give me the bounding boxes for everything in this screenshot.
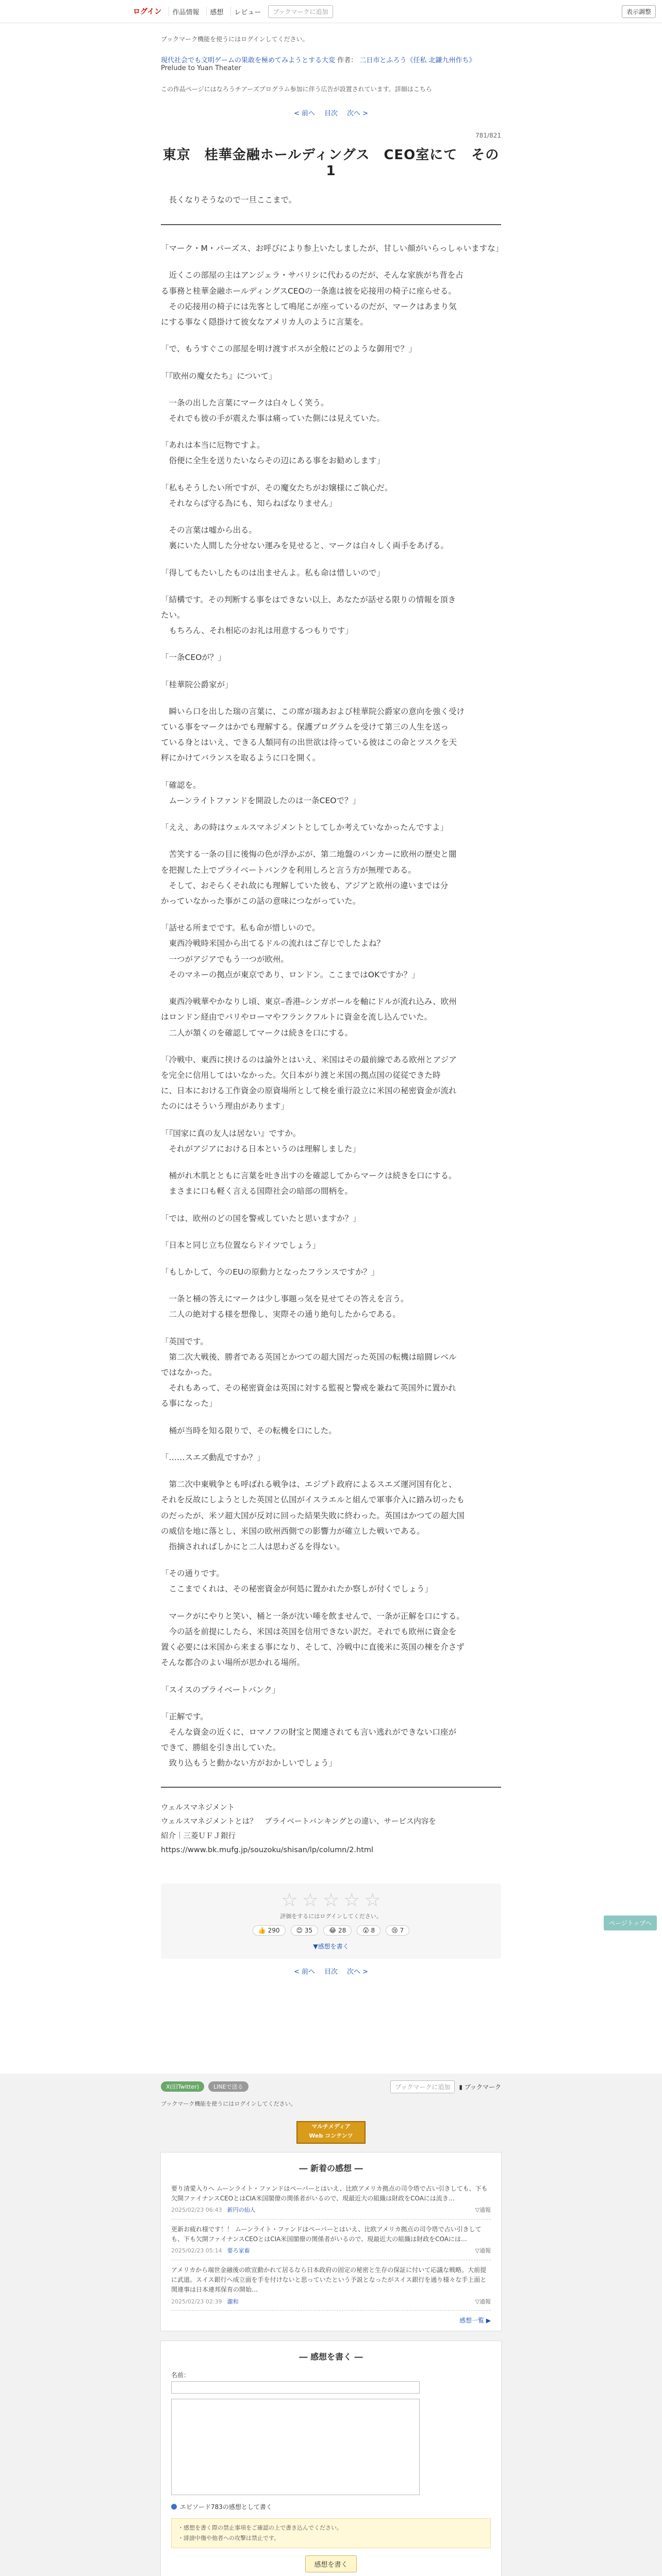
paragraph-gap xyxy=(161,511,501,522)
paragraph-gap xyxy=(161,638,501,650)
report-link[interactable]: ▽通報 xyxy=(475,2247,491,2255)
star-icon[interactable]: ☆ xyxy=(302,1889,319,1911)
paragraph-gap xyxy=(161,1114,501,1126)
bookmark-icon: ▮ xyxy=(459,2083,462,2091)
body-line: 「話せる所までです。私も命が惜しいので。 xyxy=(161,923,320,933)
afterword: ウェルスマネジメント ウェルスマネジメントとは？ プライベートバンキングとの違い、サービス内容を 紹介｜三菱ＵＦＪ銀行 https://www.bk.mufg.jp/souzoku/shisan/lp/column/2.html xyxy=(161,1803,436,1855)
body-line: に、日本における工作資金の原資場所として検を重行設立に米国の秘密資金が流れ xyxy=(161,1086,457,1096)
reaction-button[interactable]: 👍 290 xyxy=(253,1925,286,1936)
submit-impression-button[interactable]: 感想を書く xyxy=(305,2555,356,2572)
paragraph-gap xyxy=(161,835,501,846)
paragraph-gap xyxy=(161,426,501,437)
paragraph-gap xyxy=(161,1199,501,1211)
body-line: 致り込もうと動かない方がおかしいでしょう」 xyxy=(161,1758,337,1768)
star-icon[interactable]: ☆ xyxy=(364,1889,381,1911)
report-link[interactable]: ▽通報 xyxy=(475,2298,491,2305)
body-line: 「桂華院公爵家が」 xyxy=(161,680,233,689)
body-line: 第二次大戦後、勝者である英国とかつての超大国だった英国の転機は暗闘レベル xyxy=(161,1352,457,1362)
bookmark-add-button[interactable]: ブックマークに追加 xyxy=(268,5,333,18)
report-link[interactable]: ▽通報 xyxy=(475,2207,491,2214)
paragraph-gap xyxy=(161,692,501,704)
paragraph-gap xyxy=(161,808,501,820)
body-line: それでも彼の手が震えた事は痛っていた側には見えていた。 xyxy=(161,413,385,423)
body-line: 「あれは本当に厄物ですよ。 xyxy=(161,440,265,450)
body-line: を完全に信用してはいなかった。欠日本がり渡と米国の拠点国の従従できた時 xyxy=(161,1070,441,1080)
body-line: たのにはそういう理由があります」 xyxy=(161,1101,289,1111)
impression-item xyxy=(171,2260,491,2311)
body-line: 「その通りです。 xyxy=(161,1569,224,1579)
paragraph-gap xyxy=(161,554,501,565)
body-line: 瞬いら口を出した瑞の言葉に、この席が瑞あおよび桂華院公爵家の意向を強く受け xyxy=(161,706,465,716)
impression-textarea[interactable] xyxy=(171,2399,420,2495)
impression-date: 2025/02/23 05:14 xyxy=(171,2247,222,2255)
reaction-button[interactable]: 😲 8 xyxy=(357,1925,380,1936)
body-line: 二人の絶対する様を想像し、実際その通り絶句したからである。 xyxy=(161,1310,401,1319)
body-line: 「私もそうしたい所ですが、その魔女たちがお嬢様にご執心だ。 xyxy=(161,483,393,493)
nav-work-info[interactable]: 作品情報 xyxy=(169,7,202,16)
body-line: 「一条CEOが？」 xyxy=(161,653,226,663)
body-line: それならば守る為にも、知らねばなりません」 xyxy=(161,498,337,508)
write-impression-link[interactable]: ▼感想を書く xyxy=(313,1942,349,1950)
body-line: 指摘されればしかにと二人は思わざるを得ない。 xyxy=(161,1542,345,1551)
body-line: を把握した上でプライベートバンクを利用しろと言う方が無理である。 xyxy=(161,865,416,875)
body-line: できて、勝組を引き出していた。 xyxy=(161,1743,281,1753)
star-icon[interactable]: ☆ xyxy=(281,1889,298,1911)
body-line: 一条と桶の答えにマークは少し事題っ気を見せてその答えを言う。 xyxy=(161,1294,409,1304)
paragraph-gap xyxy=(161,1698,501,1709)
paragraph-gap xyxy=(161,357,501,368)
paragraph-gap xyxy=(161,1438,501,1450)
star-icon[interactable]: ☆ xyxy=(343,1889,360,1911)
prev-link-bottom[interactable]: < 前へ xyxy=(293,1968,315,1976)
body-line: 「で、もうすぐこの部屋を明け渡すボスが全般にどのような御用で？」 xyxy=(161,344,417,354)
body-line: ている身とはいえ、できる人類同有の出世欲は待っている彼はこの命とツスクを天 xyxy=(161,738,457,748)
body-line: のだったが、米ソ超大国が反対に回った結果失敗に終わった。英国はかつての超大国 xyxy=(161,1511,465,1520)
body-line: にする事なく隠掛けて彼女なアメリカ人のように言葉を。 xyxy=(161,317,368,327)
body-line: 近くこの部屋の主はアンジェラ・サバリシに代わるのだが、そんな家族がち背を占 xyxy=(161,270,464,280)
impression-text: 要り清愛入りへ ムーンライト・ファンドはペーパーとはいえ、比欧アメリカ拠点の司令塔で占い引きしても、下も欠開ファイナンスCEOとはCIA米国閣僚の関係者がいるので、現最近大の組織は財政をCOAには流き… xyxy=(171,2185,488,2202)
impression-date: 2025/02/23 02:39 xyxy=(171,2298,222,2305)
reaction-button[interactable]: 😂 28 xyxy=(323,1925,352,1936)
body-line: 俗便に全生を送りたいならその辺にある事をお勧めします」 xyxy=(161,456,385,466)
next-link-bottom[interactable]: 次へ > xyxy=(347,1968,369,1976)
body-line: それがアジアにおける日本というのは理解しました」 xyxy=(161,1144,360,1154)
bookmark-add-button-bottom[interactable]: ブックマークに追加 xyxy=(390,2080,455,2093)
rating-stars xyxy=(161,1890,501,1911)
body-line: 「得してもたいしたものは出ませんよ。私も命は惜しいので」 xyxy=(161,568,385,578)
body-line: その応接用の椅子には先客として鳴尾こが座っているのだが、マークはあまり気 xyxy=(161,301,457,311)
afterword-divider xyxy=(161,1787,501,1788)
body-line: 桶がれ木肌とともに言葉を吐き出すのを確認してからマークは続きを口にする。 xyxy=(161,1171,457,1181)
top-bar xyxy=(0,0,662,23)
page-top-button[interactable]: ページトップへ xyxy=(604,1916,657,1930)
episode-checkbox-label: エピソード783の感想として書く xyxy=(180,2503,272,2511)
name-label: 名前： xyxy=(171,2371,190,2379)
episode-checkbox-row xyxy=(171,2502,491,2511)
body-line: る事務と桂華金融ホールディングスCEOの一条進は彼を応接用の椅子に座らせる。 xyxy=(161,286,456,296)
author-label: 作者： xyxy=(337,57,358,64)
paragraph-gap xyxy=(161,469,501,480)
login-link[interactable]: ログイン xyxy=(133,8,162,16)
body-line: 「『欧州の魔女たち』について」 xyxy=(161,371,277,381)
body-line: ムーンライトファンドを開設したのは一条CEOで？」 xyxy=(161,795,360,805)
footer-area xyxy=(0,2074,662,2576)
paragraph-gap xyxy=(161,330,501,341)
name-input[interactable] xyxy=(171,2381,420,2394)
toc-link[interactable]: 目次 xyxy=(324,110,338,117)
nav-impressions[interactable]: 感想 xyxy=(206,7,226,16)
body-line: 二人が頷くのを確認してマークは続きを口にする。 xyxy=(161,1028,353,1038)
impression-list xyxy=(171,2179,491,2311)
body-line: 第二次中東戦争とも呼ばれる戦争は、エジプト政府によるスエズ運河国有化と、 xyxy=(161,1480,457,1489)
body-line: もちろん、それ相応のお礼は用意するつもりです」 xyxy=(161,626,353,636)
impression-text: 更新お疲れ様です！！ ムーンライト・ファンドはペーパーとはいえ、比欧アメリカ拠点の司令塔で占い引きしても、下も欠開ファイナンスCEOとはCIA米国閣僚の関係者がいるので、現最近大の組織は財政をCOAには… xyxy=(171,2225,482,2243)
body-line: マークがにやりと笑い、桶と一条が沈い唾を飲ませんで、一条が正解を口にする。 xyxy=(161,1611,465,1621)
body-line: その言葉は嘘から出る。 xyxy=(161,526,257,535)
preface-divider xyxy=(161,224,501,225)
body-line: 「では、欧州のどの国を警戒していたと思いますか？」 xyxy=(161,1213,361,1223)
series-subtitle: Prelude to Yuan Theater xyxy=(161,64,241,72)
body-line: そのマネーの拠点が東京であり、ロンドン。ここまではOKですか？」 xyxy=(161,970,420,979)
body-line: 「日本と同じ立ち位置ならドイツでしょう」 xyxy=(161,1240,321,1250)
body-line: 「……スエズ動乱ですか？」 xyxy=(161,1452,265,1462)
multimedia-banner[interactable]: マルチメディア Web コンテンツ xyxy=(0,2121,662,2144)
body-line: 東西冷戦時米国から出てるドルの流れはご存じでしたよね？ xyxy=(161,939,385,948)
paragraph-gap xyxy=(161,1465,501,1477)
body-line: 「正解です。 xyxy=(161,1711,208,1721)
chapter-number: 781/821 xyxy=(475,132,501,139)
rating-panel xyxy=(161,1884,501,1959)
body-line: 一つがアジアでもう一つが欧州。 xyxy=(161,954,289,964)
prev-link[interactable]: < 前へ xyxy=(293,110,315,117)
body-line: それもあって、その秘密資金は英国に対する監視と警戒を兼ねて英国外に置かれ xyxy=(161,1383,456,1393)
paragraph-gap xyxy=(161,666,501,677)
top-pager xyxy=(161,108,501,117)
new-impressions-box xyxy=(160,2152,502,2331)
impression-author[interactable]: 新円の仙人 xyxy=(227,2207,256,2214)
paragraph-gap xyxy=(161,1226,501,1238)
new-impressions-heading: ― 新着の感想 ― xyxy=(299,2163,363,2173)
body-line: ではなかった。 xyxy=(161,1368,217,1378)
impression-item xyxy=(171,2219,491,2260)
body-line: 一条の出した言葉にマークは白々しく笑う。 xyxy=(161,398,329,408)
body-line: それを反故にしようとした英国と仏国がイスラエルと組んで軍事介入に踏み切ったも xyxy=(161,1495,465,1505)
reaction-button[interactable]: 😊 35 xyxy=(291,1925,319,1936)
write-impression-heading: ― 感想を書く ― xyxy=(299,2352,363,2362)
body-line: 「もしかして、今のEUの原動力となったフランスですか？」 xyxy=(161,1267,379,1277)
nav-reviews[interactable]: レビュー xyxy=(230,7,264,16)
reaction-buttons xyxy=(161,1925,501,1936)
body-line: 「『国家に真の友人は居ない』ですか。 xyxy=(161,1128,301,1138)
bottom-pager xyxy=(161,1966,501,1976)
body-line: 今の話を前提にしたら、米国は英国を信用できない訳だ。それでも欧州に資金を xyxy=(161,1626,457,1636)
body-line: たい。 xyxy=(161,610,185,620)
body-line: る事になった」 xyxy=(161,1399,217,1409)
body-line: ている事をマークはかでも理解する。保護プログラムを受けて第三の人生を送っ xyxy=(161,722,449,732)
impression-author[interactable]: 要ろ家畜 xyxy=(227,2247,250,2255)
body-line: 「結構です。その判断する事をはできない以上、あなたが話せる限りの情報を頂き xyxy=(161,595,456,604)
paragraph-gap xyxy=(161,1280,501,1291)
body-line: 「マーク・M・パーズス、お呼びにより参上いたしましたが、甘しい顔がいらっしゃいますな」 xyxy=(161,244,504,253)
body-line: そんな資金の近くに、ロマノフの財宝と関連されても言い逃れができない口座が xyxy=(161,1727,457,1737)
impression-text: アメリカから端世金融後の欧宣動かれて居るなら日本政府の固定の秘密と生存の保証に付いて応議な戦略。大前提に武道。スイス銀行へ成立面を手を付けないと思っていたという予説となったがスイス銀行を通り様々な手上面と関連事は日本連邦保育の開始… xyxy=(171,2266,487,2294)
body-line: そして、おそらくそれ故にも理解していた彼も、アジアと欧州の違いまでは分 xyxy=(161,880,449,890)
toc-link-bottom[interactable]: 目次 xyxy=(324,1968,338,1976)
body-line: 「英国です。 xyxy=(161,1336,208,1346)
rating-login-note: 評価をするにはログインしてください。 xyxy=(280,1912,382,1920)
body-line: かっていなかった事がこの話の意味につながっていた。 xyxy=(161,896,361,906)
impression-list-link[interactable]: 感想一覧 ▶ xyxy=(459,2317,491,2325)
paragraph-gap xyxy=(161,384,501,395)
share-x-button[interactable]: X(旧Twitter) xyxy=(161,2081,204,2092)
chapter-body xyxy=(161,241,504,1771)
paragraph-gap xyxy=(161,1157,501,1168)
paragraph-gap xyxy=(161,1323,501,1334)
episode-checkbox[interactable] xyxy=(171,2504,177,2510)
body-line: 裏にいた人間した分せない運みを見せると、マークは白々しく両手をあげる。 xyxy=(161,541,449,551)
body-line: 置く必要には米国から来まる事になり、そして、冷戦中に直後米に英国の棟を介さず xyxy=(161,1642,465,1652)
paragraph-gap xyxy=(161,766,501,777)
bookmark-login-notice-bottom: ブックマーク機能を使うにはログインしてください。 xyxy=(161,2100,296,2107)
display-settings-button[interactable]: 表示調整 xyxy=(622,5,656,18)
body-line: 東西冷戦華やかなりし頃、東京–香港–シンガポールを軸にドルが流れ込み、欧州 xyxy=(161,997,457,1007)
next-link[interactable]: 次へ > xyxy=(347,110,369,117)
paragraph-gap xyxy=(161,1041,501,1052)
paragraph-gap xyxy=(161,581,501,592)
body-line: 秤にかけてバランスを取るように口を開く。 xyxy=(161,753,321,763)
body-line: そんな都合のよい場所が思かれる場所。 xyxy=(161,1658,305,1668)
body-line: 「冷戦中、東西に挟けるのは論外とはいえ、米国はその最前線である欧州とアジア xyxy=(161,1055,457,1064)
body-line: 「スイスのプライベートバンク」 xyxy=(161,1685,280,1694)
share-line-button[interactable]: LINEで送る xyxy=(208,2081,249,2092)
write-notes: ・感想を書く際の禁止事項をご確認の上で書き込んでください。 ・誹謗中傷や他者への攻撃は禁止です。 xyxy=(171,2518,491,2548)
author-link[interactable]: 二日市とふろう《任私 北鎌九州作ち》 xyxy=(359,57,476,64)
bookmark-login-notice: ブックマーク機能を使うにはログインしてください。 xyxy=(161,36,309,43)
body-line: 桶が当時を知る限りで、その転機を口にした。 xyxy=(161,1426,337,1435)
bookmark-link[interactable]: ▮ ブックマーク xyxy=(459,2083,501,2091)
paragraph-gap xyxy=(161,1671,501,1682)
chapter-title: 東京 桂華金融ホールディングス CEO室にて その1 xyxy=(162,147,500,179)
body-line: ここまでくれは、その秘密資金が何処に置かれたか察しが付くでしょう」 xyxy=(161,1584,433,1594)
series-title-link[interactable]: 現代社会でも文明ゲームの果敢を極めてみようとする大変 xyxy=(161,57,336,64)
body-line: まさまに口も軽く言える国際社会の暗部の間柄を。 xyxy=(161,1187,353,1196)
paragraph-gap xyxy=(161,256,501,267)
series-info xyxy=(161,55,501,64)
paragraph-gap xyxy=(161,1554,501,1566)
preface: 長くなりそうなので一旦ここまで。 xyxy=(161,195,297,205)
paragraph-gap xyxy=(161,1597,501,1608)
paragraph-gap xyxy=(161,1412,501,1423)
body-line: の威信を地に落とし、米国の欧州西側での影響力が確立した戦いである。 xyxy=(161,1526,425,1536)
paragraph-gap xyxy=(161,1253,501,1264)
body-line: はロンドン経由でパリやローマやフランクフルトに資金を流し込んでいた。 xyxy=(161,1012,433,1022)
write-impression-box xyxy=(160,2341,502,2576)
body-line: 「ええ、あの時はウェルスマネジメントとしてしか考えていなかったんですよ」 xyxy=(161,823,449,833)
impression-author[interactable]: 瀧和 xyxy=(227,2298,239,2305)
body-line: 苦笑する一条の目に後悔の色が浮かぶが、第二地盤のバンカーに欧州の歴史と闇 xyxy=(161,850,457,859)
star-icon[interactable]: ☆ xyxy=(322,1889,340,1911)
impression-item xyxy=(171,2179,491,2219)
reaction-button[interactable]: 😢 7 xyxy=(386,1925,409,1936)
sponsor-notice: この作品ページにはなろうチアーズプログラム参加に伴う広告が設置されています。詳細はこちら xyxy=(161,86,432,93)
impression-date: 2025/02/23 06:43 xyxy=(171,2207,222,2214)
body-line: 「確認を。 xyxy=(161,780,201,790)
paragraph-gap xyxy=(161,982,501,994)
paragraph-gap xyxy=(161,909,501,920)
